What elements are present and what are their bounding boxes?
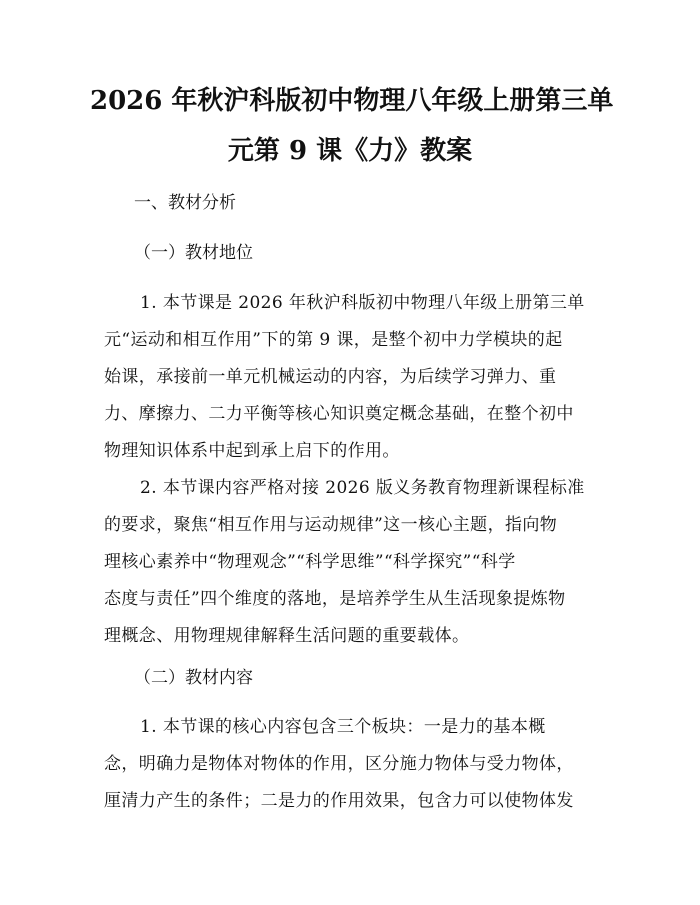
paragraph-line: 态度与责任”四个维度的落地，是培养学生从生活现象提炼物 xyxy=(104,589,566,609)
paragraph-line: 2. 本节课内容严格对接 2026 版义务教育物理新课程标准 xyxy=(140,478,585,498)
section-heading-textbook-analysis: 一、教材分析 xyxy=(134,193,236,213)
document-title-line-2: 元第 9 课《力》教案 xyxy=(227,136,473,166)
subsection-heading-textbook-position: （一）教材地位 xyxy=(134,243,253,263)
paragraph-line: 始课，承接前一单元机械运动的内容，为后续学习弹力、重 xyxy=(104,367,557,387)
paragraph-line: 1. 本节课的核心内容包含三个板块：一是力的基本概 xyxy=(140,717,546,737)
paragraph-line: 的要求，聚焦“相互作用与运动规律”这一核心主题，指向物 xyxy=(104,515,558,535)
paragraph-line: 力、摩擦力、二力平衡等核心知识奠定概念基础，在整个初中 xyxy=(104,404,574,424)
paragraph-line: 1. 本节课是 2026 年秋沪科版初中物理八年级上册第三单 xyxy=(140,293,585,313)
subsection-heading-textbook-content: （二）教材内容 xyxy=(134,668,253,688)
paragraph-line: 理概念、用物理规律解释生活问题的重要载体。 xyxy=(104,626,470,646)
paragraph-line: 念，明确力是物体对物体的作用，区分施力物体与受力物体， xyxy=(104,754,574,774)
paragraph-3 xyxy=(104,709,600,820)
paragraph-line: 物理知识体系中起到承上启下的作用。 xyxy=(104,441,400,461)
paragraph-line: 理核心素养中“物理观念”“科学思维”“科学探究”“科学 xyxy=(104,552,516,572)
paragraph-2 xyxy=(104,470,600,655)
paragraph-1 xyxy=(104,285,600,470)
paragraph-line: 元“运动和相互作用”下的第 9 课，是整个初中力学模块的起 xyxy=(104,330,563,350)
paragraph-line: 厘清力产生的条件；二是力的作用效果，包含力可以使物体发 xyxy=(104,791,574,811)
document-title-line-1: 2026 年秋沪科版初中物理八年级上册第三单 xyxy=(90,86,614,116)
